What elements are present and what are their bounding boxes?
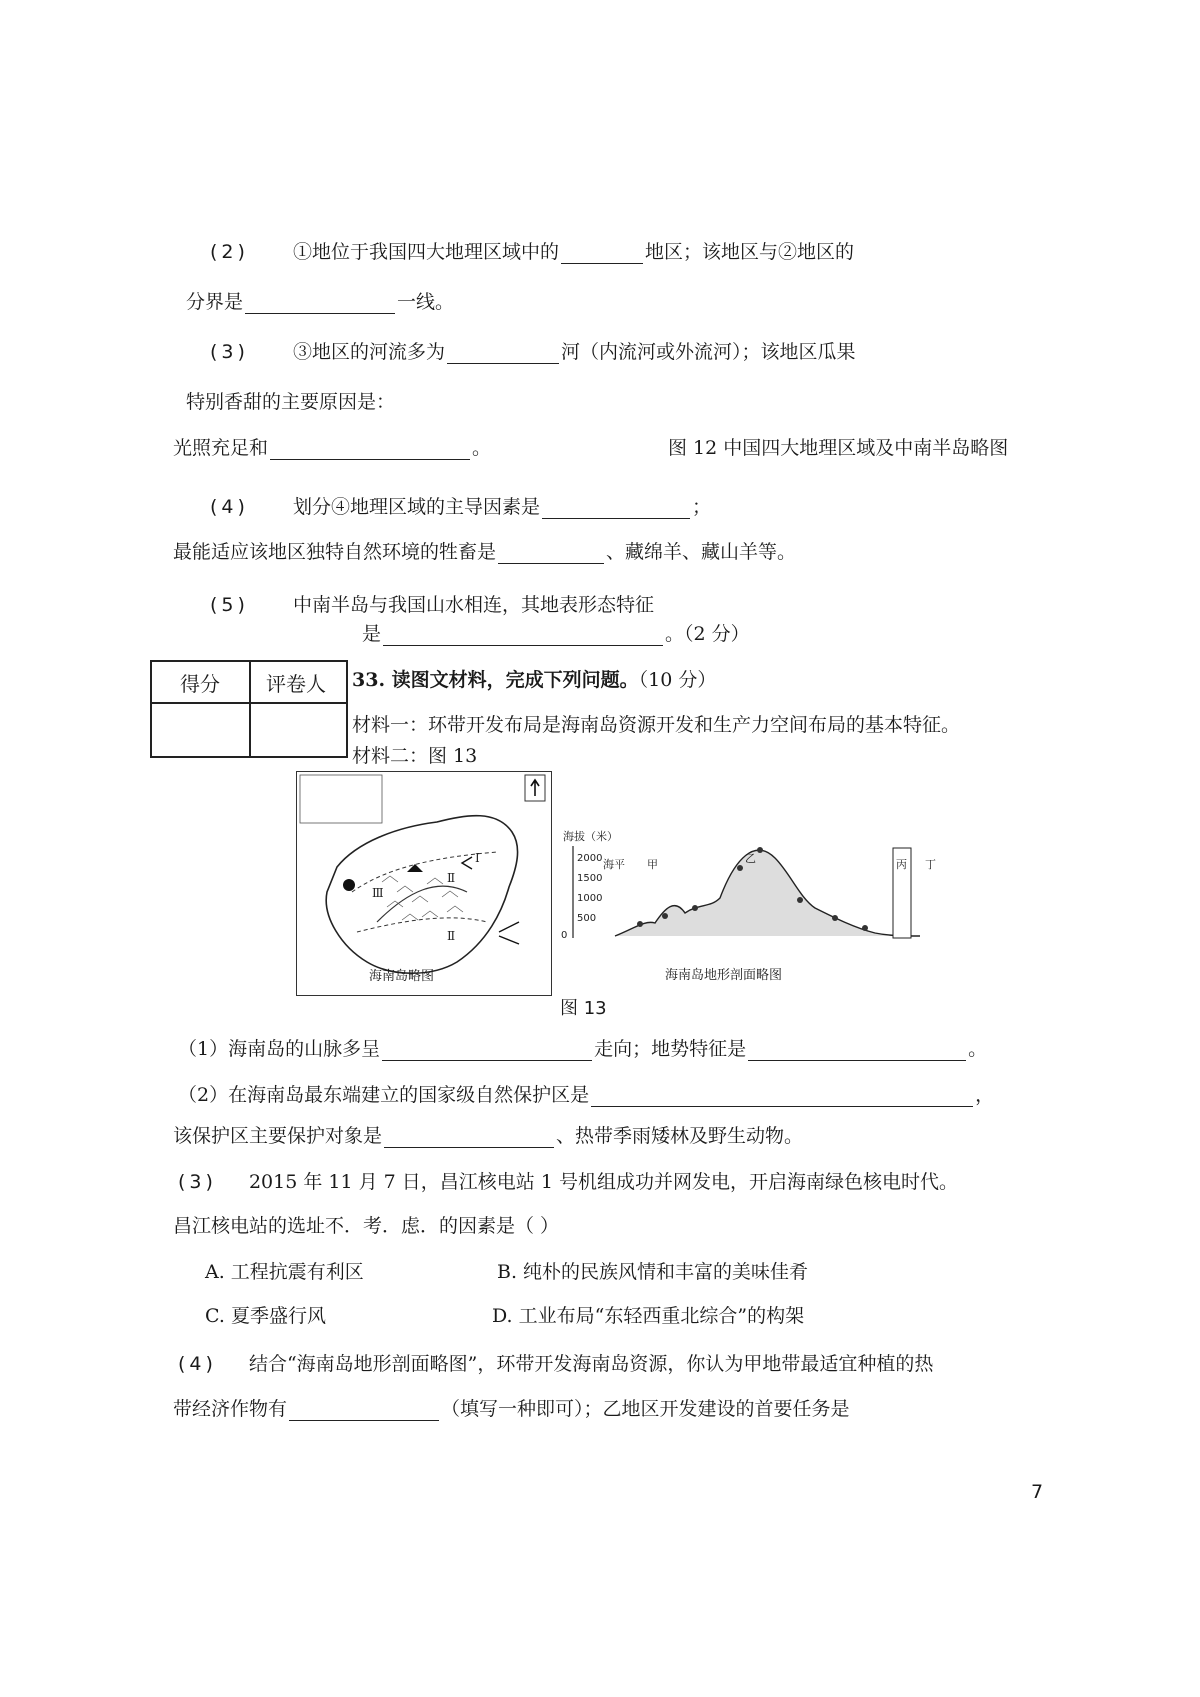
question-text: ③地区的河流多为 [292,341,445,363]
question-text: 走向；地势特征是 [594,1038,747,1060]
question-2-line-1 [210,240,854,264]
question-text: 2015 年 11 月 7 日，昌江核电站 1 号机组成功并网发电，开启海南绿色核电时代。 [248,1171,958,1193]
question-text: 中南半岛与我国山水相连，其地表形态特征 [292,594,654,616]
sub-question-4-line-2 [173,1397,850,1421]
question-5-line-1 [210,593,654,617]
question-number: (2) [210,241,249,263]
answer-blank[interactable] [382,1040,592,1061]
question-text: 带经济作物有 [173,1398,288,1420]
sub-question-3-line-1 [178,1170,958,1194]
zone-label: Ⅱ [447,929,456,943]
sub-question-2-line-2 [173,1124,803,1148]
profile-tick-label: 2000 [577,853,603,864]
question-title: 33. 读图文材料，完成下列问题。 [352,669,639,691]
figure-caption: 图 12 中国四大地理区域及中南半岛略图 [668,437,1009,459]
zone-label: Ⅰ [475,851,480,865]
answer-blank[interactable] [289,1400,439,1421]
option-label: D. 工业布局“东轻西重北综合”的构架 [492,1305,805,1327]
hainan-profile-chart [555,828,955,988]
option-label: A. 工程抗震有利区 [205,1261,364,1283]
question-33-title [352,668,716,692]
sub-question-4-line-1 [178,1352,933,1376]
question-text: 是 [362,623,382,645]
question-text: （填写一种即可）；乙地区开发建设的首要任务是 [441,1398,850,1420]
question-text: 地区；该地区与②地区的 [644,241,854,263]
question-number: (5) [210,594,249,616]
zone-label: Ⅱ [447,871,456,885]
question-number: (3) [178,1171,217,1193]
sub-question-1 [178,1037,987,1061]
profile-zone-label: 甲 [647,858,658,871]
answer-blank[interactable] [542,498,690,519]
question-points: （10 分） [638,669,717,691]
table-divider [249,662,251,756]
question-number: (4) [210,496,249,518]
question-text: ， [975,1084,995,1106]
option-label: C. 夏季盛行风 [205,1305,326,1327]
question-text: ①地位于我国四大地理区域中的 [292,241,559,263]
question-2-line-2 [186,290,454,314]
material-text: 材料一：环带开发布局是海南岛资源开发和生产力空间布局的基本特征。 [352,714,961,736]
hainan-map [296,771,552,996]
question-5-line-2 [362,622,750,646]
question-text: 特别香甜的主要原因是： [186,391,396,413]
question-text: ； [691,496,711,518]
map-caption: 海南岛略图 [369,969,435,984]
zone-label: Ⅲ [372,886,384,900]
grader-header: 评卷人 [266,672,326,696]
question-text: 光照充足和 [173,437,269,459]
question-text: 河（内流河或外流河）；该地区瓜果 [560,341,856,363]
island-outline [326,816,517,974]
profile-zone-label: 丙 [896,858,907,871]
sub-question-2-line-1 [178,1083,994,1107]
question-4-line-2 [173,540,796,564]
question-text: 一线。 [397,291,455,313]
question-text: （2）在海南岛最东端建立的国家级自然保护区是 [178,1084,590,1106]
answer-blank[interactable] [383,625,663,646]
answer-blank[interactable] [591,1086,973,1107]
figure-12-caption [668,436,1008,460]
wind-arrow-icon [499,936,519,944]
answer-blank[interactable] [561,243,643,264]
question-4-line-1 [210,495,711,519]
answer-blank[interactable] [245,293,395,314]
question-number: (3) [210,341,249,363]
question-text: 分界是 [186,291,244,313]
profile-tick-label: 1500 [577,873,603,884]
profile-tick-label: 500 [577,913,597,924]
question-3-line-3 [173,436,491,460]
answer-blank[interactable] [498,543,604,564]
hainan-map-drawing [297,772,551,995]
answer-blank[interactable] [447,343,559,364]
question-text: 。 [968,1038,988,1060]
score-header: 得分 [180,672,220,696]
question-3-line-1 [210,340,856,364]
question-text: 划分④地理区域的主导因素是 [292,496,540,518]
wind-arrow-icon [499,922,519,932]
answer-blank[interactable] [384,1127,554,1148]
question-text: 、藏绵羊、藏山羊等。 [606,541,797,563]
option-d[interactable] [492,1304,804,1328]
question-text: 。 [472,437,492,459]
option-label: B. 纯朴的民族风情和丰富的美味佳肴 [497,1261,809,1283]
profile-tick-label: 1000 [577,893,603,904]
terrain-profile [615,850,920,936]
question-text: 昌江核电站的选址不．考．虑．的因素是（ ） [173,1215,560,1237]
material-2 [352,744,477,768]
question-text: 、热带季雨矮林及野生动物。 [556,1125,804,1147]
question-number: (4) [178,1353,217,1375]
question-text: 结合“海南岛地形剖面略图”，环带开发海南岛资源，你认为甲地带最适宜种植的热 [248,1353,934,1375]
profile-axis-label: 海拔（米） [563,830,618,843]
question-3-line-2 [186,390,395,414]
question-text: 。（2 分） [665,623,750,645]
material-text: 材料二：图 13 [352,745,478,767]
page-number [1031,1480,1043,1504]
question-text: 最能适应该地区独特自然环境的牲畜是 [173,541,497,563]
profile-place-label: 海平 [603,858,625,871]
answer-blank[interactable] [748,1040,966,1061]
question-text: （1）海南岛的山脉多呈 [178,1038,381,1060]
profile-caption: 海南岛地形剖面略图 [665,968,783,983]
material-1 [352,713,960,737]
profile-zone-label: 丁 [925,858,936,871]
score-table [150,660,348,758]
option-b[interactable] [497,1260,808,1284]
question-text: 该保护区主要保护对象是 [173,1125,383,1147]
sub-question-3-line-2 [173,1214,559,1238]
option-c[interactable] [205,1304,326,1328]
power-station-icon [343,879,355,891]
option-a[interactable] [205,1260,364,1284]
answer-blank[interactable] [270,439,470,460]
table-divider [152,702,346,704]
page-number-text: 7 [1031,1481,1044,1503]
profile-tick-label: 0 [561,930,568,941]
figure-13-label: 图 13 [560,998,607,1019]
profile-zone-label: 乙 [745,852,756,865]
